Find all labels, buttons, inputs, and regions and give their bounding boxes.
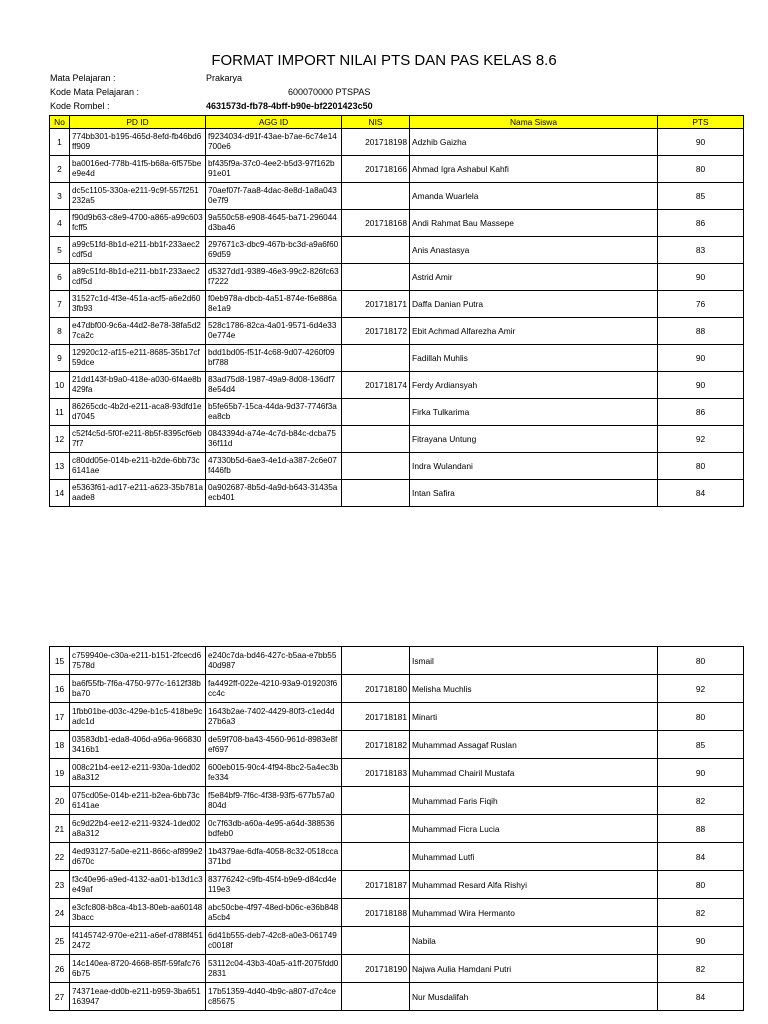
nama-siswa-cell: Nabila <box>410 927 658 955</box>
nis-cell: 201718180 <box>342 675 410 703</box>
pd-id-cell: 14c140ea-8720-4668-85ff-59fafc766b75 <box>70 955 206 983</box>
nis-cell <box>342 787 410 815</box>
pd-id-cell: 86265cdc-4b2d-e211-aca8-93dfd1ed7045 <box>70 399 206 426</box>
pts-cell: 84 <box>658 983 744 1011</box>
nama-siswa-cell: Astrid Amir <box>410 264 658 291</box>
row-number: 14 <box>50 480 70 507</box>
pts-cell: 90 <box>658 372 744 399</box>
nis-cell: 201718187 <box>342 871 410 899</box>
nama-siswa-cell: Nur Musdalifah <box>410 983 658 1011</box>
pd-id-cell: e47dbf00-9c6a-44d2-8e78-38fa5d27ca2c <box>70 318 206 345</box>
nama-siswa-cell: Firka Tulkarima <box>410 399 658 426</box>
nis-cell <box>342 647 410 675</box>
row-number: 22 <box>50 843 70 871</box>
pd-id-cell: 008c21b4-ee12-e211-930a-1ded02a8a312 <box>70 759 206 787</box>
nama-siswa-cell: Muhammad Faris Fiqih <box>410 787 658 815</box>
nis-cell <box>342 453 410 480</box>
pd-id-cell: dc5c1105-330a-e211-9c9f-557f251232a5 <box>70 183 206 210</box>
nis-cell <box>342 927 410 955</box>
agg-id-cell: 9a550c58-e908-4645-ba71-296044d3ba46 <box>206 210 342 237</box>
header-pts: PTS <box>658 116 744 129</box>
pts-cell: 80 <box>658 703 744 731</box>
table-row <box>50 871 744 899</box>
table-row <box>50 264 744 291</box>
row-number: 2 <box>50 156 70 183</box>
nis-cell <box>342 815 410 843</box>
nama-siswa-cell: Indra Wulandani <box>410 453 658 480</box>
nis-cell: 201718198 <box>342 129 410 156</box>
table-header-row <box>50 116 744 129</box>
row-number: 18 <box>50 731 70 759</box>
pts-cell: 88 <box>658 815 744 843</box>
agg-id-cell: 83ad75d8-1987-49a9-8d08-136df78e54d4 <box>206 372 342 399</box>
table-row <box>50 983 744 1011</box>
nis-cell <box>342 183 410 210</box>
agg-id-cell: f5e84bf9-7f6c-4f38-93f5-677b57a0804d <box>206 787 342 815</box>
row-number: 27 <box>50 983 70 1011</box>
header-nama-siswa: Nama Siswa <box>410 116 658 129</box>
agg-id-cell: bf435f9a-37c0-4ee2-b5d3-97f162b91e01 <box>206 156 342 183</box>
nis-cell: 201718172 <box>342 318 410 345</box>
row-number: 20 <box>50 787 70 815</box>
table-row <box>50 703 744 731</box>
nama-siswa-cell: Muhammad Assagaf Ruslan <box>410 731 658 759</box>
table-row <box>50 372 744 399</box>
pd-id-cell: 6c9d22b4-ee12-e211-9324-1ded02a8a312 <box>70 815 206 843</box>
table-row <box>50 291 744 318</box>
table-row <box>50 647 744 675</box>
pts-cell: 80 <box>658 647 744 675</box>
nis-cell: 201718181 <box>342 703 410 731</box>
agg-id-cell: 70aef07f-7aa8-4dac-8e8d-1a8a0430e7f9 <box>206 183 342 210</box>
pts-cell: 82 <box>658 955 744 983</box>
nis-cell: 201718168 <box>342 210 410 237</box>
pts-cell: 80 <box>658 871 744 899</box>
nama-siswa-cell: Intan Safira <box>410 480 658 507</box>
nama-siswa-cell: Fadillah Muhlis <box>410 345 658 372</box>
row-number: 24 <box>50 899 70 927</box>
nama-siswa-cell: Amanda Wuarlela <box>410 183 658 210</box>
table-row <box>50 156 744 183</box>
pd-id-cell: e5363f61-ad17-e211-a623-35b781aaade8 <box>70 480 206 507</box>
table-row <box>50 731 744 759</box>
agg-id-cell: 0843394d-a74e-4c7d-b84c-dcba7536f11d <box>206 426 342 453</box>
pts-cell: 90 <box>658 927 744 955</box>
table-row <box>50 399 744 426</box>
pts-cell: 92 <box>658 426 744 453</box>
nama-siswa-cell: Muhammad Resard Alfa Rishyi <box>410 871 658 899</box>
pd-id-cell: c759940e-c30a-e211-b151-2fcecd67578d <box>70 647 206 675</box>
pd-id-cell: e3cfc808-b8ca-4b13-80eb-aa601483bacc <box>70 899 206 927</box>
agg-id-cell: fa4492ff-022e-4210-93a9-019203f6cc4c <box>206 675 342 703</box>
row-number: 6 <box>50 264 70 291</box>
header-agg-id: AGG ID <box>206 116 342 129</box>
pd-id-cell: f3c40e96-a9ed-4132-aa01-b13d1c3e49af <box>70 871 206 899</box>
row-number: 13 <box>50 453 70 480</box>
nis-cell: 201718166 <box>342 156 410 183</box>
row-number: 12 <box>50 426 70 453</box>
row-number: 5 <box>50 237 70 264</box>
nis-cell: 201718182 <box>342 731 410 759</box>
agg-id-cell: 17b51359-4d40-4b9c-a807-d7c4cec85675 <box>206 983 342 1011</box>
grades-table-page-1 <box>49 115 744 507</box>
pd-id-cell: 21dd143f-b9a0-418e-a030-6f4ae8b429fa <box>70 372 206 399</box>
nama-siswa-cell: Melisha Muchlis <box>410 675 658 703</box>
row-number: 4 <box>50 210 70 237</box>
agg-id-cell: 6d41b555-deb7-42c8-a0e3-061749c0018f <box>206 927 342 955</box>
pd-id-cell: ba0016ed-778b-41f5-b68a-6f575bee9e4d <box>70 156 206 183</box>
table-row <box>50 955 744 983</box>
header-nis: NIS <box>342 116 410 129</box>
agg-id-cell: 1b4379ae-6dfa-4058-8c32-0518cca371bd <box>206 843 342 871</box>
row-number: 23 <box>50 871 70 899</box>
table-row <box>50 480 744 507</box>
pd-id-cell: 4ed93127-5a0e-e211-866c-af899e2d670c <box>70 843 206 871</box>
table-row <box>50 759 744 787</box>
table-row <box>50 843 744 871</box>
row-number: 1 <box>50 129 70 156</box>
nis-cell <box>342 426 410 453</box>
agg-id-cell: 83776242-c9fb-45f4-b9e9-d84cd4e119e3 <box>206 871 342 899</box>
pts-cell: 84 <box>658 480 744 507</box>
table-row <box>50 426 744 453</box>
nis-cell <box>342 345 410 372</box>
nis-cell <box>342 399 410 426</box>
pts-cell: 85 <box>658 731 744 759</box>
pd-id-cell: a99c51fd-8b1d-e211-bb1f-233aec2cdf5d <box>70 237 206 264</box>
nama-siswa-cell: Ferdy Ardiansyah <box>410 372 658 399</box>
agg-id-cell: 47330b5d-6ae3-4e1d-a387-2c6e07f446fb <box>206 453 342 480</box>
nis-cell <box>342 264 410 291</box>
nama-siswa-cell: Anis Anastasya <box>410 237 658 264</box>
pd-id-cell: c80dd05e-014b-e211-b2de-6bb73c6141ae <box>70 453 206 480</box>
row-number: 9 <box>50 345 70 372</box>
agg-id-cell: abc50cbe-4f97-48ed-b06c-e36b848a5cb4 <box>206 899 342 927</box>
nis-cell: 201718171 <box>342 291 410 318</box>
pts-cell: 80 <box>658 156 744 183</box>
pts-cell: 90 <box>658 129 744 156</box>
nis-cell <box>342 843 410 871</box>
row-number: 21 <box>50 815 70 843</box>
pd-id-cell: a89c51fd-8b1d-e211-bb1f-233aec2cdf5d <box>70 264 206 291</box>
pd-id-cell: c52f4c5d-5f0f-e211-8b5f-8395cf6eb7f7 <box>70 426 206 453</box>
pd-id-cell: 1fbb01be-d03c-429e-b1c5-418be9cadc1d <box>70 703 206 731</box>
nama-siswa-cell: Ismail <box>410 647 658 675</box>
row-number: 19 <box>50 759 70 787</box>
agg-id-cell: f0eb978a-dbcb-4a51-874e-f6e886a8e1a9 <box>206 291 342 318</box>
pts-cell: 90 <box>658 345 744 372</box>
pts-cell: 92 <box>658 675 744 703</box>
row-number: 25 <box>50 927 70 955</box>
header-no: No <box>50 116 70 129</box>
row-number: 8 <box>50 318 70 345</box>
table-row <box>50 815 744 843</box>
mapel-value: Prakarya <box>206 73 243 83</box>
pts-cell: 86 <box>658 210 744 237</box>
table-row <box>50 927 744 955</box>
nama-siswa-cell: Andi Rahmat Bau Massepe <box>410 210 658 237</box>
table-row <box>50 675 744 703</box>
kode-rombel-value: 4631573d-fb78-4bff-b90e-bf2201423c50 <box>206 101 373 111</box>
pts-cell: 86 <box>658 399 744 426</box>
nama-siswa-cell: Fitrayana Untung <box>410 426 658 453</box>
table-row <box>50 129 744 156</box>
nis-cell: 201718174 <box>342 372 410 399</box>
pd-id-cell: 31527c1d-4f3e-451a-acf5-a6e2d603fb93 <box>70 291 206 318</box>
pd-id-cell: 774bb301-b195-465d-8efd-fb46bd6ff909 <box>70 129 206 156</box>
nama-siswa-cell: Muhammad Lutfi <box>410 843 658 871</box>
nis-cell <box>342 480 410 507</box>
pts-cell: 76 <box>658 291 744 318</box>
nama-siswa-cell: Ebit Achmad Alfarezha Amir <box>410 318 658 345</box>
nama-siswa-cell: Ahmad Igra Ashabul Kahfi <box>410 156 658 183</box>
nama-siswa-cell: Najwa Aulia Hamdani Putri <box>410 955 658 983</box>
kode-mapel-label: Kode Mata Pelajaran : <box>50 87 140 97</box>
pts-cell: 88 <box>658 318 744 345</box>
pts-cell: 82 <box>658 787 744 815</box>
row-number: 26 <box>50 955 70 983</box>
pd-id-cell: 03583db1-eda8-406d-a96a-9668303416b1 <box>70 731 206 759</box>
table-row <box>50 318 744 345</box>
table-row <box>50 237 744 264</box>
pts-cell: 90 <box>658 264 744 291</box>
row-number: 7 <box>50 291 70 318</box>
nama-siswa-cell: Muhammad Wira Hermanto <box>410 899 658 927</box>
pd-id-cell: 075cd05e-014b-e211-b2ea-6bb73c6141ae <box>70 787 206 815</box>
row-number: 17 <box>50 703 70 731</box>
nis-cell <box>342 237 410 264</box>
document-title: FORMAT IMPORT NILAI PTS DAN PAS KELAS 8.6 <box>211 52 557 69</box>
agg-id-cell: 0c7f63db-a60a-4e95-a64d-388536bdfeb0 <box>206 815 342 843</box>
table-row <box>50 787 744 815</box>
table-row <box>50 453 744 480</box>
agg-id-cell: bdd1bd05-f51f-4c68-9d07-4260f09bf788 <box>206 345 342 372</box>
agg-id-cell: f9234034-d91f-43ae-b7ae-6c74e14700e6 <box>206 129 342 156</box>
pd-id-cell: ba6f55fb-7f6a-4750-977c-1612f38bba70 <box>70 675 206 703</box>
nama-siswa-cell: Muhammad Chairil Mustafa <box>410 759 658 787</box>
nama-siswa-cell: Minarti <box>410 703 658 731</box>
agg-id-cell: 600eb015-90c4-4f94-8bc2-5a4ec3bfe334 <box>206 759 342 787</box>
nis-cell: 201718190 <box>342 955 410 983</box>
row-number: 10 <box>50 372 70 399</box>
header-pd-id: PD ID <box>70 116 206 129</box>
pts-cell: 90 <box>658 759 744 787</box>
row-number: 15 <box>50 647 70 675</box>
pts-cell: 82 <box>658 899 744 927</box>
nama-siswa-cell: Daffa Danian Putra <box>410 291 658 318</box>
table-row <box>50 899 744 927</box>
mapel-label: Mata Pelajaran : <box>50 73 116 83</box>
nis-cell: 201718183 <box>342 759 410 787</box>
pts-cell: 83 <box>658 237 744 264</box>
nama-siswa-cell: Adzhib Gaizha <box>410 129 658 156</box>
pts-cell: 80 <box>658 453 744 480</box>
agg-id-cell: 297671c3-dbc9-467b-bc3d-a9a6f6069d59 <box>206 237 342 264</box>
agg-id-cell: 1643b2ae-7402-4429-80f3-c1ed4d27b6a3 <box>206 703 342 731</box>
agg-id-cell: 53112c04-43b3-40a5-a1ff-2075fdd02831 <box>206 955 342 983</box>
grades-table-page-2 <box>49 646 744 1011</box>
agg-id-cell: d5327dd1-9389-46e3-99c2-826fc63f7222 <box>206 264 342 291</box>
agg-id-cell: e240c7da-bd46-427c-b5aa-e7bb5540d987 <box>206 647 342 675</box>
agg-id-cell: de59f708-ba43-4560-961d-8983e8fef697 <box>206 731 342 759</box>
kode-mapel-value: 600070000 PTSPAS <box>288 87 371 97</box>
pts-cell: 84 <box>658 843 744 871</box>
table-row <box>50 183 744 210</box>
pd-id-cell: 74371eae-dd0b-e211-b959-3ba651163947 <box>70 983 206 1011</box>
agg-id-cell: 0a902687-8b5d-4a9d-b643-31435aecb401 <box>206 480 342 507</box>
row-number: 11 <box>50 399 70 426</box>
table-row <box>50 345 744 372</box>
nis-cell <box>342 983 410 1011</box>
row-number: 3 <box>50 183 70 210</box>
pd-id-cell: 12920c12-af15-e211-8685-35b17cf59dce <box>70 345 206 372</box>
pd-id-cell: f4145742-970e-e211-a6ef-d788f4512472 <box>70 927 206 955</box>
nama-siswa-cell: Muhammad Ficra Lucia <box>410 815 658 843</box>
pts-cell: 85 <box>658 183 744 210</box>
nis-cell: 201718188 <box>342 899 410 927</box>
table-row <box>50 210 744 237</box>
pd-id-cell: f90d9b63-c8e9-4700-a865-a99c603fcff5 <box>70 210 206 237</box>
agg-id-cell: 528c1786-82ca-4a01-9571-6d4e330e774e <box>206 318 342 345</box>
kode-rombel-label: Kode Rombel : <box>50 101 110 111</box>
row-number: 16 <box>50 675 70 703</box>
agg-id-cell: b5fe65b7-15ca-44da-9d37-7746f3aea8cb <box>206 399 342 426</box>
